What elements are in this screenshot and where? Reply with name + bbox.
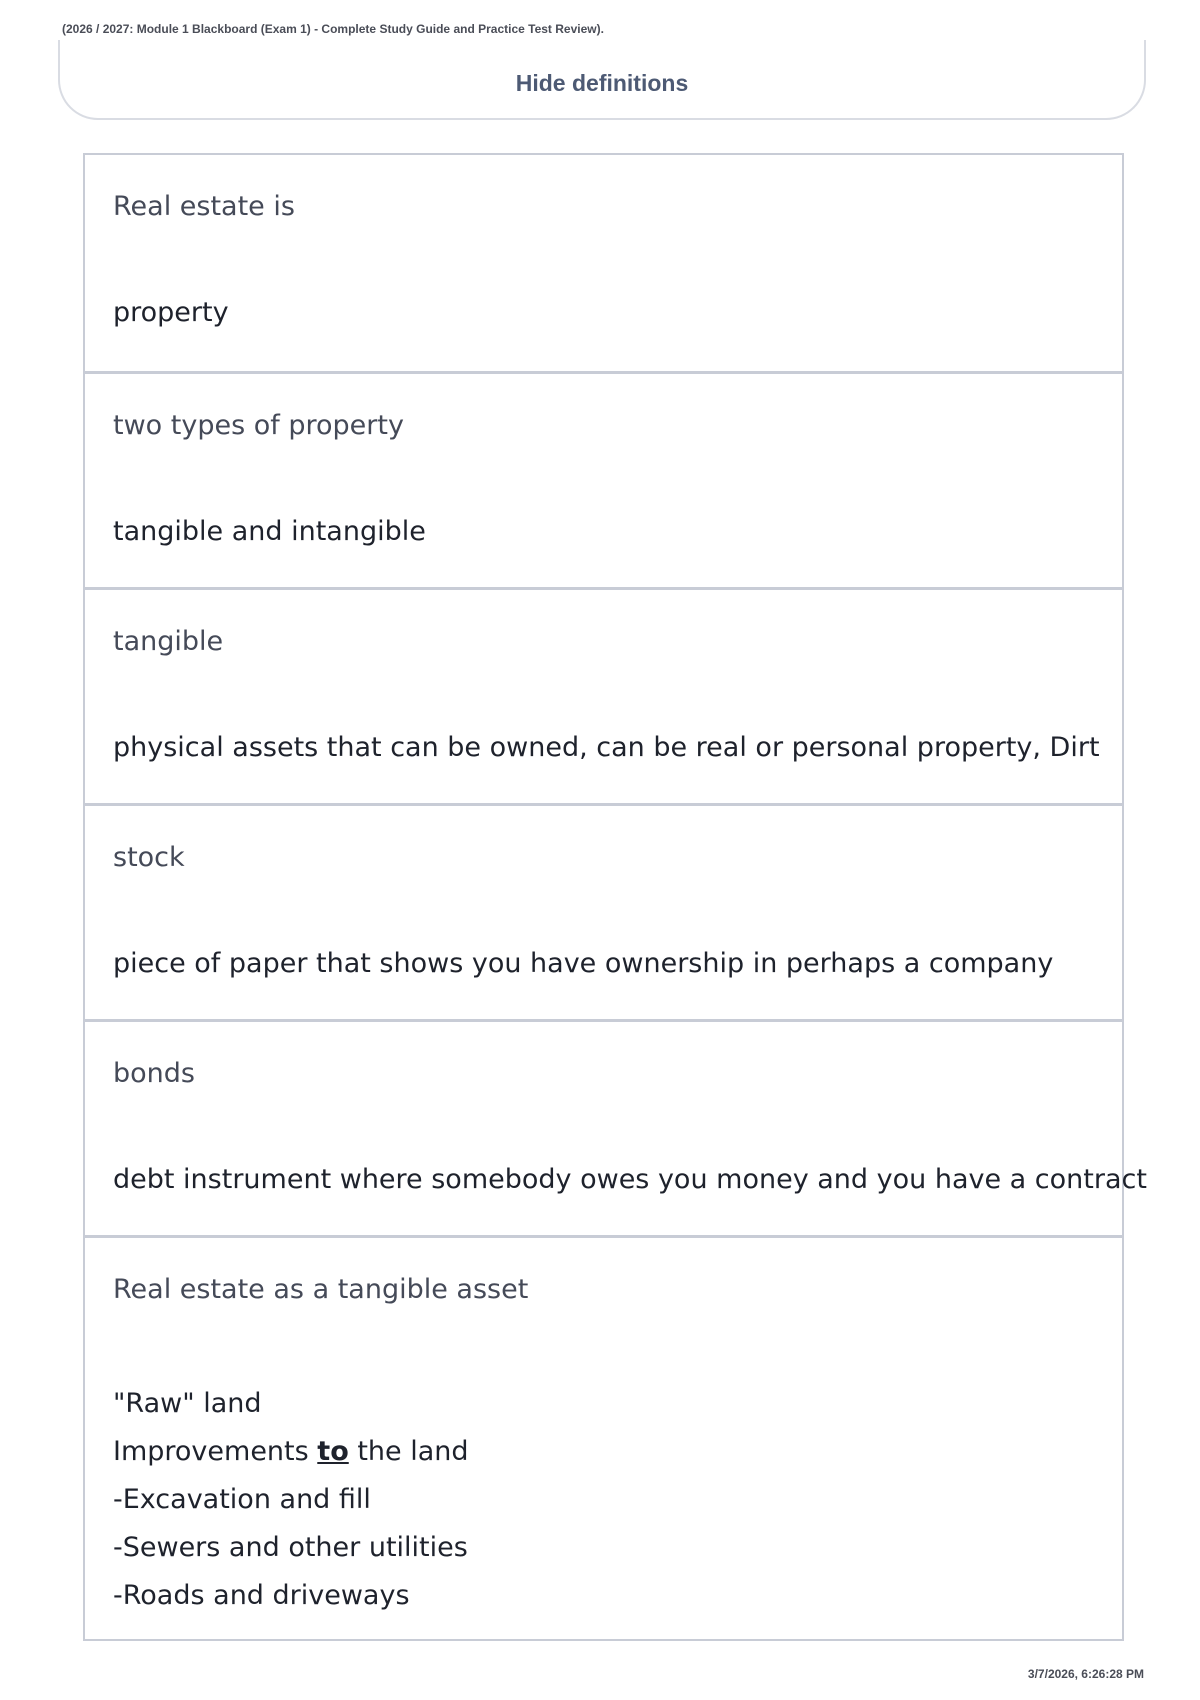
flashcard bbox=[85, 803, 1122, 1019]
definitions-toggle-bar bbox=[58, 40, 1146, 120]
card-definition: physical assets that can be owned, can be real or personal property, Dirt bbox=[113, 732, 1100, 763]
card-term: stock bbox=[113, 842, 185, 873]
flashcard bbox=[85, 1235, 1122, 1639]
card-term: tangible bbox=[113, 626, 224, 657]
definition-line bbox=[113, 1428, 469, 1476]
definition-emphasis: to bbox=[317, 1436, 349, 1467]
card-definition: tangible and intangible bbox=[113, 516, 426, 547]
definition-text: Improvements bbox=[113, 1436, 318, 1467]
card-term: Real estate is bbox=[113, 191, 295, 222]
definition-line: -Sewers and other utilities bbox=[113, 1532, 468, 1563]
card-term: bonds bbox=[113, 1058, 195, 1089]
definition-text: the land bbox=[348, 1436, 469, 1467]
definition-line: -Roads and driveways bbox=[113, 1580, 410, 1611]
flashcard bbox=[85, 371, 1122, 587]
card-definition: piece of paper that shows you have ownership in perhaps a company bbox=[113, 948, 1054, 979]
flashcard bbox=[85, 155, 1122, 371]
card-definition bbox=[113, 1380, 469, 1620]
definition-line: "Raw" land bbox=[113, 1388, 262, 1419]
flashcard bbox=[85, 587, 1122, 803]
card-definition: property bbox=[113, 297, 229, 328]
card-definition: debt instrument where somebody owes you money and you have a contract bbox=[113, 1164, 1147, 1195]
hide-definitions-button[interactable]: Hide definitions bbox=[515, 70, 689, 96]
card-term: Real estate as a tangible asset bbox=[113, 1274, 529, 1305]
document-header: (2026 / 2027: Module 1 Blackboard (Exam 1) - Complete Study Guide and Practice Test Review). bbox=[62, 22, 604, 36]
flashcard-list bbox=[83, 153, 1147, 1641]
flashcard bbox=[85, 1019, 1147, 1235]
print-timestamp: 3/7/2026, 6:26:28 PM bbox=[1027, 1667, 1144, 1681]
card-term: two types of property bbox=[113, 410, 404, 441]
definition-line: -Excavation and fill bbox=[113, 1484, 371, 1515]
